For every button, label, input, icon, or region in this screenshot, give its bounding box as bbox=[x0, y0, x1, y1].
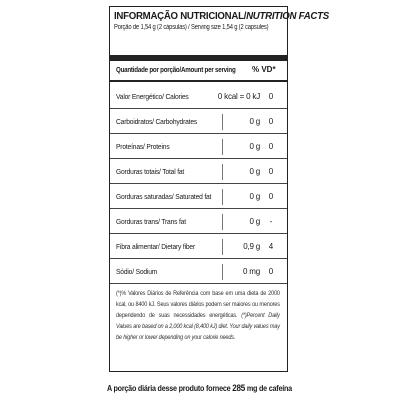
header-rule bbox=[110, 80, 287, 82]
title-pt: INFORMAÇÃO NUTRICIONAL/ bbox=[114, 10, 247, 22]
title-en: NUTRITION FACTS bbox=[246, 10, 329, 22]
nutrient-vd: 4 bbox=[268, 242, 274, 251]
daily-value-footnote bbox=[116, 288, 280, 343]
daily-value-header: % VD* bbox=[252, 65, 276, 74]
caffeine-suffix: mg de cafeína bbox=[246, 384, 292, 393]
thick-rule bbox=[110, 55, 287, 61]
footnote-pt: (*)% Valores Diários de Referência com base em uma dieta de 2000 kcal, ou 8400 kJ. Seus valores diários podem ser maiores ou menores dependendo de suas necessidades energéticas. bbox=[116, 290, 280, 319]
nutrient-qty: 0 g bbox=[249, 117, 260, 126]
nutrient-vd: 0 bbox=[268, 267, 274, 276]
nutrition-facts-label bbox=[109, 6, 329, 372]
nutrient-qty: 0 g bbox=[249, 142, 260, 151]
label-title bbox=[114, 10, 329, 22]
nutrient-name: Gorduras saturadas/ Saturated fat bbox=[116, 192, 212, 201]
amount-header: Quantidade por porção/Amount per serving bbox=[116, 65, 236, 74]
nutrient-name: Carboidratos/ Carbohydrates bbox=[116, 117, 198, 126]
nutrient-qty: 0,9 g bbox=[243, 242, 260, 251]
nutrient-name: Gorduras totais/ Total fat bbox=[116, 167, 185, 176]
nutrient-qty: 0 g bbox=[249, 192, 260, 201]
caffeine-statement bbox=[107, 383, 292, 393]
nutrient-qty: 0 g bbox=[249, 217, 260, 226]
nutrient-vd: 0 bbox=[268, 142, 274, 151]
nutrient-vd: 0 bbox=[268, 192, 274, 201]
nutrient-qty: 0 mg bbox=[243, 267, 260, 276]
nutrient-row bbox=[110, 84, 287, 108]
footnote-en: (*)Percent Daily Values are based on a 2,000 kcal (8,400 kJ) diet. Your daily values may be higher or lower depending on your calorie needs. bbox=[116, 312, 280, 341]
nutrient-row bbox=[110, 184, 287, 208]
nutrient-name: Valor Energético/ Calories bbox=[116, 92, 189, 101]
nutrient-row bbox=[110, 259, 287, 283]
row-divider bbox=[110, 283, 287, 284]
nutrient-name: Proteínas/ Proteins bbox=[116, 142, 170, 151]
serving-size: Porção de 1,54 g (2 cápsulas) / Serving size 1,54 g (2 capsules) bbox=[114, 24, 269, 31]
nutrient-name: Fibra alimentar/ Dietary fiber bbox=[116, 242, 196, 251]
nutrient-row bbox=[110, 159, 287, 183]
nutrient-vd: - bbox=[269, 217, 273, 226]
nutrient-name: Gorduras trans/ Trans fat bbox=[116, 217, 186, 226]
nutrient-qty: 0 kcal = 0 kJ bbox=[217, 92, 260, 101]
caffeine-amount: 285 bbox=[232, 383, 246, 393]
nutrient-qty: 0 g bbox=[249, 167, 260, 176]
nutrient-vd: 0 bbox=[268, 167, 274, 176]
nutrient-row bbox=[110, 109, 287, 133]
nutrient-vd: 0 bbox=[268, 117, 274, 126]
nutrient-row bbox=[110, 134, 287, 158]
nutrient-row bbox=[110, 234, 287, 258]
caffeine-prefix: A porção diária desse produto fornece bbox=[107, 384, 231, 393]
nutrient-vd: 0 bbox=[268, 92, 274, 101]
nutrient-row bbox=[110, 209, 287, 233]
nutrient-name: Sódio/ Sodium bbox=[116, 267, 158, 276]
